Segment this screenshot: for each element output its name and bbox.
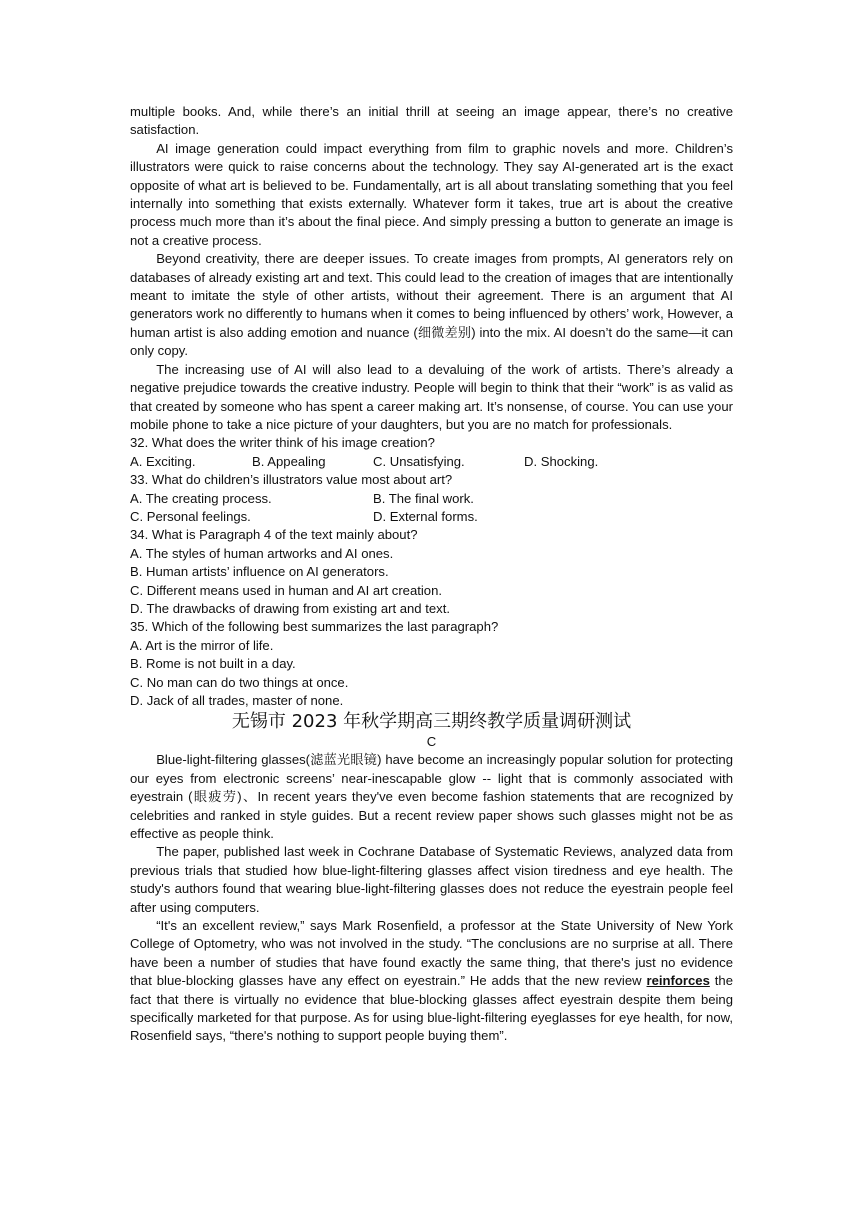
question-stem: 33. What do children’s illustrators value most about art? <box>130 472 453 488</box>
option-a: A. The styles of human artworks and AI ones. <box>130 545 394 561</box>
paragraph-text-before: “It's an excellent review,” says Mark Rosenfield, a professor at the State University of New York College of Optometry, who was not involved in the study. “The conclusions are no surprise at all. There have been a number of studies that have found exactly the same thing, that there's just no evidence that blue-blocking glasses have any effect on eyestrain.” He adds that the new review <box>130 918 733 989</box>
option-c: C. Different means used in human and AI art creation. <box>130 582 442 598</box>
paragraph-text-after: the fact that there is virtually no evidence that blue-blocking glasses affect eyestrain despite them being specifically marketed for that purpose. As for using blue-light-filtering eyeglasses for eye health, for now, Rosenfield says, “there's nothing to support people buying them”. <box>130 973 733 1044</box>
exam-page <box>130 103 733 1046</box>
option-d: D. Shocking. <box>524 453 599 469</box>
option-c: C. Unsatisfying. <box>373 453 465 469</box>
passage-b-paragraph-2: AI image generation could impact everything from film to graphic novels and more. Children’s illustrators were quick to raise concerns about the technology. They say AI-generated art is the exact opposite of what art is believed to be. Fundamentally, art is all about translating something that you feel internally into something that exists externally. Whatever form it takes, true art is about the creative process much more than it’s about the final piece. And simply pressing a button to generate an image is not a creative process. <box>130 140 733 248</box>
option-c: C. No man can do two things at once. <box>130 674 349 690</box>
passage-c-paragraph-3 <box>130 917 733 1046</box>
option-d: D. External forms. <box>373 508 478 524</box>
option-a: A. Art is the mirror of life. <box>130 637 274 653</box>
highlighted-vocabulary-word: reinforces <box>646 973 710 989</box>
options-row <box>130 508 733 526</box>
option-b: B. The final work. <box>373 490 474 506</box>
passage-b-paragraph-3: Beyond creativity, there are deeper issues. To create images from prompts, AI generators rely on databases of already existing art and text. This could lead to the creation of images that are intentionally meant to imitate the style of other artists, without their agreement. There is an argument that AI generators work no differently to humans when it comes to being influenced by others’ work, However, a human artist is also adding emotion and nuance (细微差别) into the mix. AI doesn’t do the same—it can only copy. <box>130 251 733 359</box>
question-32 <box>130 434 733 471</box>
option-a: A. The creating process. <box>130 490 272 506</box>
passage-c-paragraph-1: Blue-light-filtering glasses(滤蓝光眼镜) have become an increasingly popular solution for protecting our eyes from electronic screens’ near-inescapable glow -- light that is commonly associated with eyestrain (眼疲劳)、In recent years they've even become fashion statements that are recognized by celebrities and ranked in style guides. But a recent review paper shows such glasses might not be as effective as people think. <box>130 752 733 841</box>
passage-c-paragraph-2: The paper, published last week in Cochrane Database of Systematic Reviews, analyzed data from previous trials that studied how blue-light-filtering glasses affect vision tiredness and eye health. The study's authors found that wearing blue-light-filtering glasses does not reduce the eyestrain people feel after using computers. <box>130 844 733 915</box>
question-34 <box>130 526 733 618</box>
question-stem: 35. Which of the following best summarizes the last paragraph? <box>130 619 499 635</box>
passage-b-paragraph-1: multiple books. And, while there’s an initial thrill at seeing an image appear, there’s no creative satisfaction. <box>130 104 733 138</box>
option-a: A. Exciting. <box>130 453 196 469</box>
question-35 <box>130 618 733 710</box>
options-row <box>130 490 733 508</box>
options-row <box>130 453 733 471</box>
passage-b-paragraph-4: The increasing use of AI will also lead to a devaluing of the work of artists. There’s already a negative prejudice towards the creative industry. People will begin to think that their “work” is as valid as that created by someone who has spent a career making art. It’s nonsense, of course. You can use your mobile phone to take a nice picture of your daughters, but you are no match for professionals. <box>130 361 733 432</box>
section-letter: C <box>426 734 437 750</box>
exam-title: 无锡市 2023 年秋学期高三期终教学质量调研测试 <box>231 711 632 733</box>
question-stem: 32. What does the writer think of his image creation? <box>130 435 435 451</box>
question-33 <box>130 471 733 526</box>
option-b: B. Human artists’ influence on AI generators. <box>130 564 389 580</box>
option-b: B. Rome is not built in a day. <box>130 656 296 672</box>
option-c: C. Personal feelings. <box>130 508 251 524</box>
option-b: B. Appealing <box>252 453 326 469</box>
question-stem: 34. What is Paragraph 4 of the text mainly about? <box>130 527 418 543</box>
option-d: D. The drawbacks of drawing from existing art and text. <box>130 600 450 616</box>
option-d: D. Jack of all trades, master of none. <box>130 692 344 708</box>
